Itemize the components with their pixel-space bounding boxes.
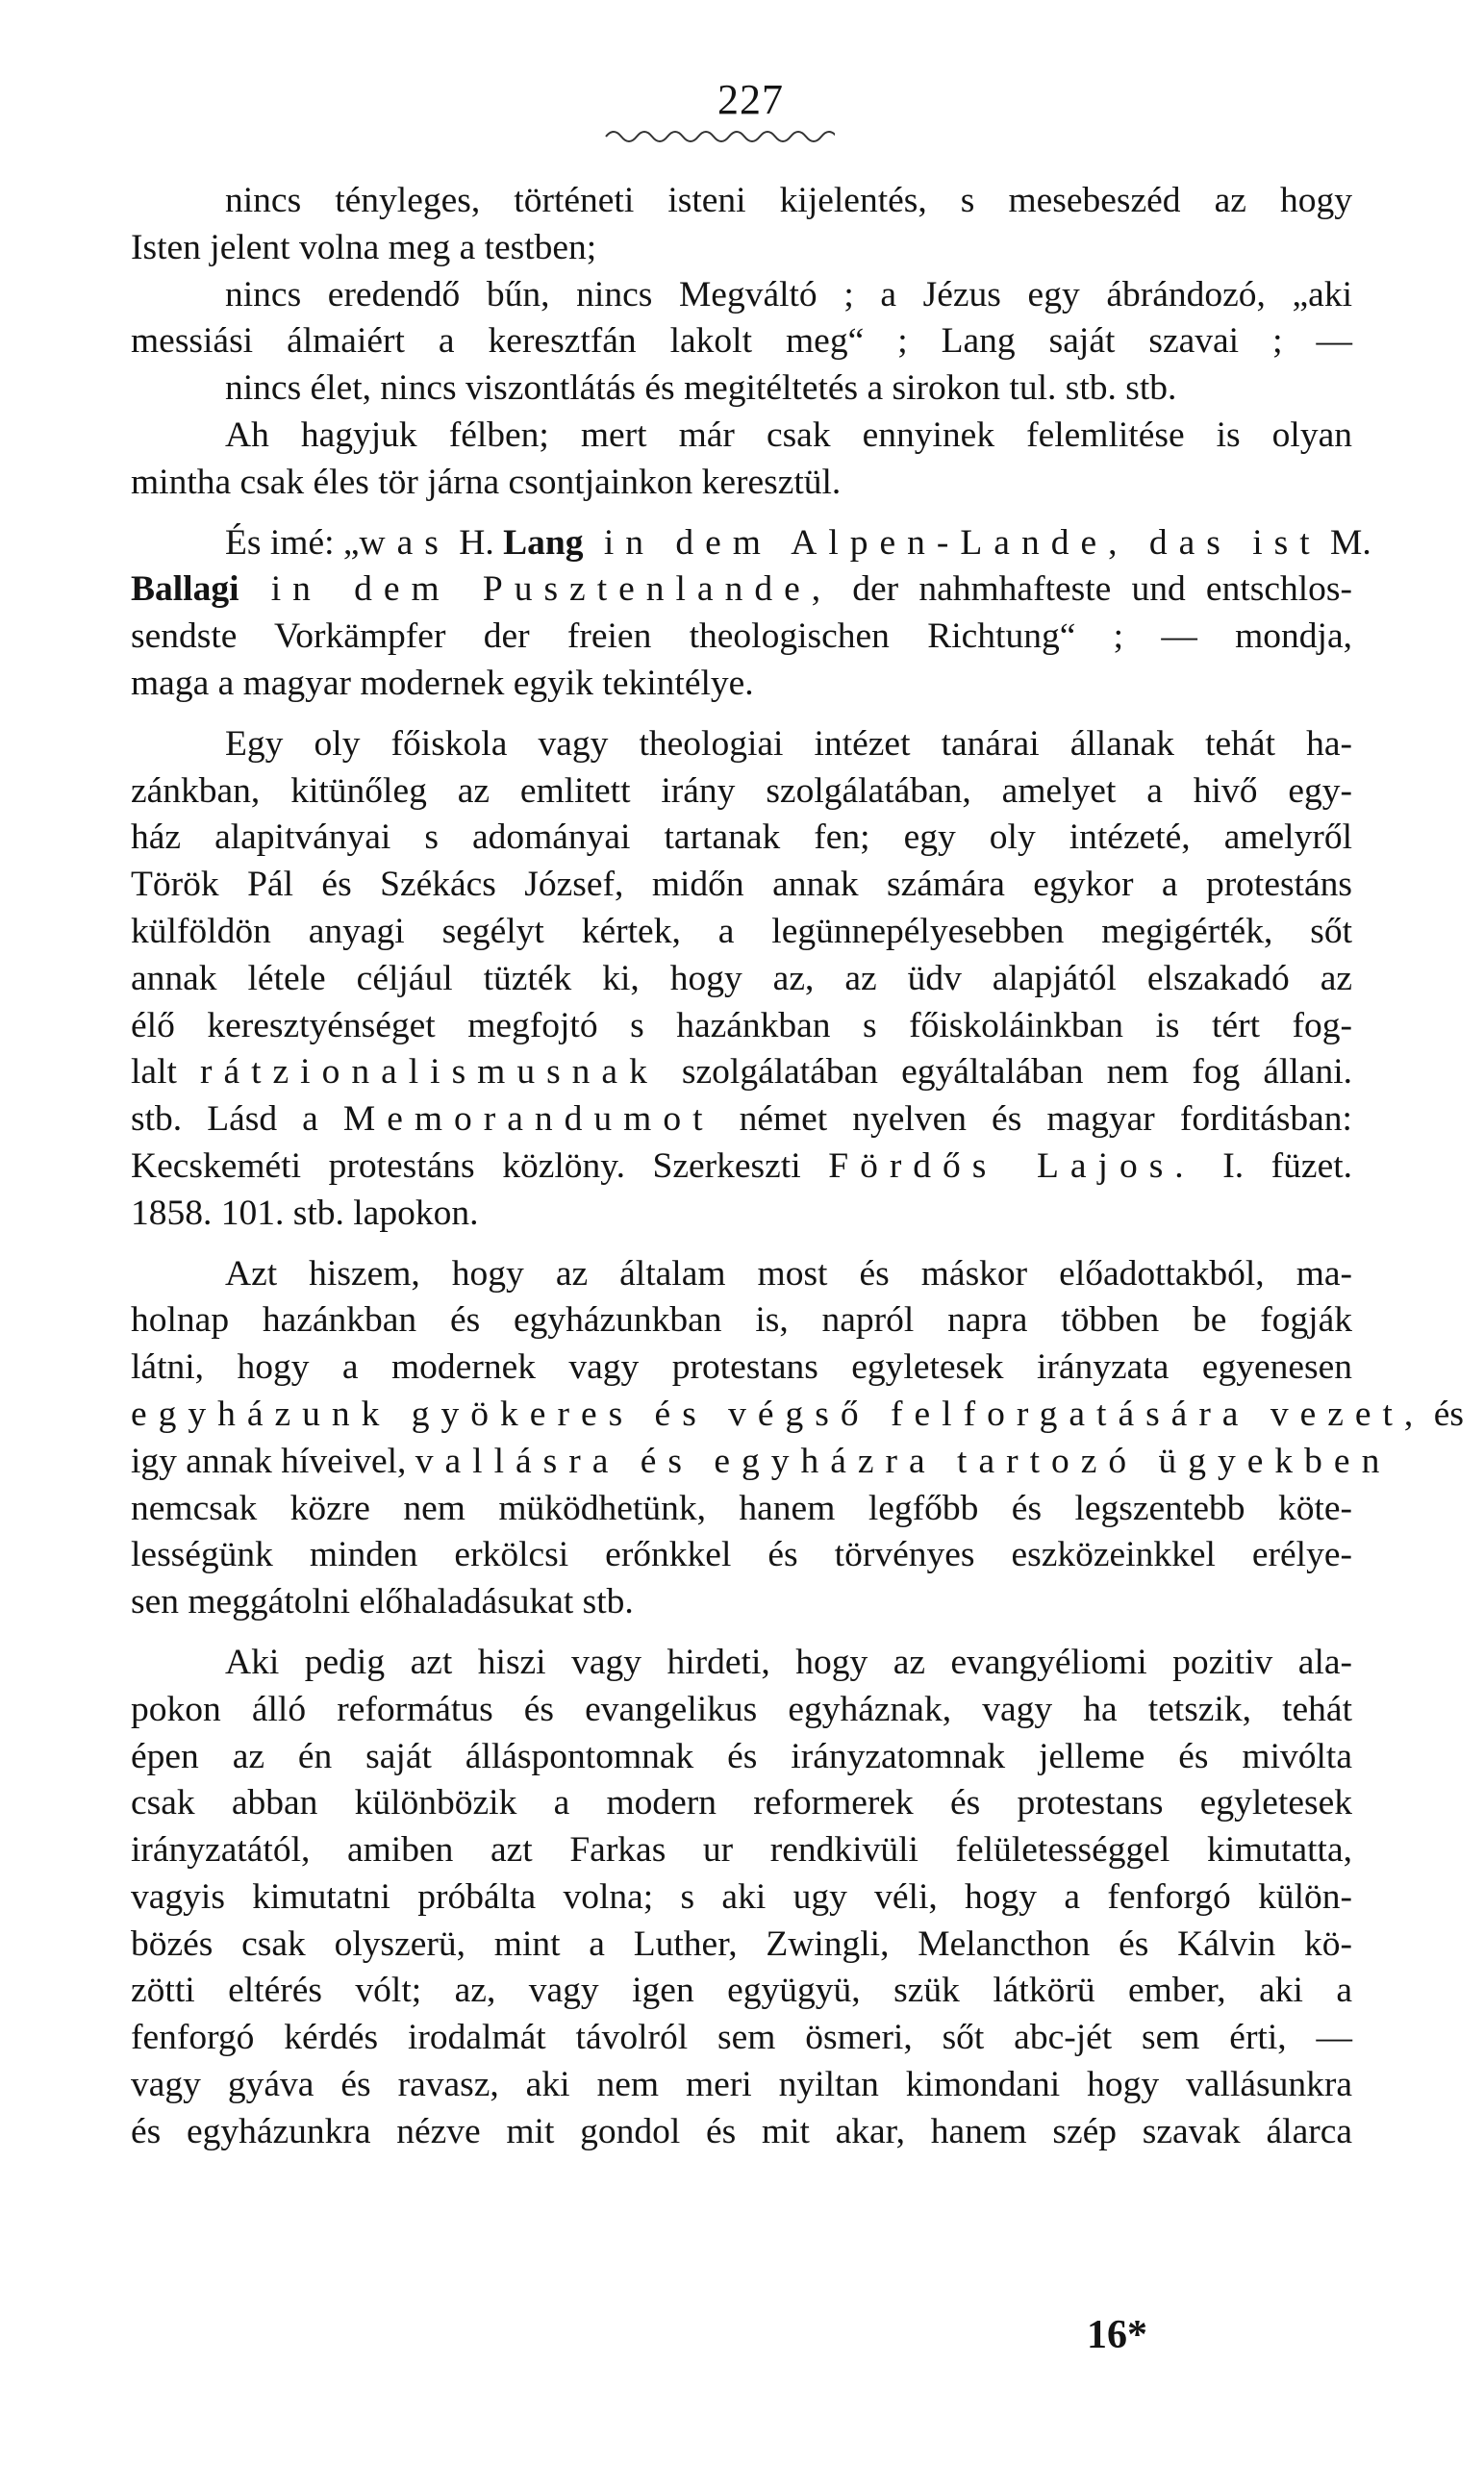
text-line bbox=[131, 661, 1352, 708]
text-span: stb. Lásd a bbox=[131, 1099, 343, 1140]
text-span: vagyis kimutatni próbálta volna; s aki ugy véli, hogy a fenforgó külön- bbox=[131, 1876, 1352, 1917]
text-line bbox=[131, 1486, 1352, 1533]
text-span: in dem Alpen-Lande, das ist bbox=[583, 522, 1321, 563]
text-span: Memorandumot bbox=[342, 1099, 715, 1140]
signature-mark: 16* bbox=[1087, 2313, 1147, 2357]
text-line bbox=[131, 225, 1352, 272]
text-span: épen az én saját álláspontomnak és irányzatomnak jelleme és mivólta bbox=[131, 1736, 1352, 1776]
text-line bbox=[131, 956, 1352, 1003]
text-line bbox=[131, 1532, 1352, 1579]
text-span: rátzionalismusnak bbox=[199, 1052, 659, 1093]
text-line bbox=[131, 520, 1371, 567]
text-span: látni, hogy a modernek vagy protestans egyletesek irányzata egyenesen bbox=[131, 1347, 1352, 1388]
text-line bbox=[131, 1968, 1352, 2015]
text-span: irányzatától, amiben azt Farkas ur rendkivüli felületességgel kimutatta, bbox=[131, 1830, 1352, 1871]
paragraph bbox=[131, 413, 1352, 507]
text-line bbox=[131, 1297, 1352, 1345]
paragraph bbox=[131, 272, 1352, 366]
text-span: Azt hiszem, hogy az általam most és máskor előadottakból, ma- bbox=[225, 1253, 1352, 1294]
text-line bbox=[131, 365, 1352, 413]
text-span: szolgálatában egyáltalában nem fog állani. bbox=[658, 1052, 1352, 1093]
text-span: csak abban különbözik a modern reformerek és protestans egyletesek bbox=[131, 1783, 1352, 1823]
text-line bbox=[131, 1780, 1352, 1827]
text-line bbox=[131, 1144, 1352, 1191]
text-span: zánkban, kitünőleg az emlitett irány szolgálatában, amelyet a hivő egy- bbox=[131, 770, 1352, 811]
text-span: holnap hazánkban és egyházunkban is, napról napra többen be fogják bbox=[131, 1300, 1352, 1341]
text-span: egyházunk gyökeres és végső felforgatására vezet, bbox=[131, 1394, 1425, 1434]
text-span: Aki pedig azt hiszi vagy hirdeti, hogy az evangyéliomi pozitiv ala- bbox=[225, 1642, 1352, 1682]
text-line bbox=[131, 1191, 1352, 1238]
text-line bbox=[131, 460, 1352, 507]
text-line bbox=[131, 614, 1352, 661]
text-span: M. bbox=[1321, 522, 1371, 563]
header-ornament bbox=[604, 123, 835, 144]
text-span: sendste Vorkämpfer der freien theologischen Richtung“ ; — mondja, bbox=[131, 616, 1352, 657]
text-span: igy annak híveivel, bbox=[131, 1441, 415, 1481]
text-span: nincs eredendő bűn, nincs Megváltó ; a Jézus egy ábrándozó, „aki bbox=[225, 274, 1352, 314]
text-line bbox=[131, 1392, 1464, 1439]
text-span: bözés csak olyszerü, mint a Luther, Zwingli, Melancthon és Kálvin kö- bbox=[131, 1923, 1352, 1964]
text-line bbox=[131, 1003, 1352, 1050]
text-span: messiási álmaiért a keresztfán lakolt meg“ ; Lang saját szavai ; — bbox=[131, 321, 1352, 362]
text-span: Isten jelent volna meg a testben; bbox=[131, 227, 597, 267]
text-line bbox=[131, 1579, 1352, 1626]
text-line bbox=[131, 1251, 1352, 1298]
text-span: vallásra és egyházra tartozó ügyekben bbox=[415, 1441, 1392, 1481]
text-span: ház alapitványai s adományai tartanak fen; egy oly intézeté, amelyről bbox=[131, 817, 1352, 858]
text-span: Lang bbox=[503, 522, 584, 563]
text-line bbox=[131, 1049, 1352, 1096]
text-span: maga a magyar modernek egyik tekintélye. bbox=[131, 663, 754, 703]
text-span: német nyelven és magyar forditásban: bbox=[714, 1099, 1352, 1140]
text-line bbox=[131, 1439, 1392, 1486]
text-span: és bbox=[1424, 1394, 1464, 1434]
text-span: És imé: „ bbox=[225, 522, 360, 563]
text-span: in dem Pusztenlande, bbox=[239, 569, 833, 610]
text-span: külföldön anyagi segélyt kértek, a legünnepélyesebben megigérték, sőt bbox=[131, 911, 1352, 951]
paragraph bbox=[131, 365, 1352, 413]
text-line bbox=[131, 1687, 1352, 1734]
text-span: I. füzet. bbox=[1195, 1145, 1353, 1186]
text-line bbox=[131, 1827, 1352, 1874]
text-span: Egy oly főiskola vagy theologiai intézet tanárai állanak tehát ha- bbox=[225, 723, 1352, 764]
text-line bbox=[131, 1640, 1352, 1687]
text-line bbox=[131, 178, 1352, 225]
text-line bbox=[131, 862, 1352, 909]
paragraph bbox=[131, 721, 1352, 1238]
paragraph bbox=[131, 178, 1352, 272]
text-line bbox=[131, 272, 1352, 319]
text-line bbox=[131, 2109, 1352, 2156]
text-line bbox=[131, 1874, 1352, 1922]
paragraph bbox=[131, 520, 1371, 708]
text-span: annak létele céljául tüzték ki, hogy az, az üdv alapjától elszakadó az bbox=[131, 958, 1352, 998]
text-span: lalt bbox=[131, 1052, 200, 1093]
text-span: sen meggátolni előhaladásukat stb. bbox=[131, 1582, 634, 1622]
text-line bbox=[131, 768, 1352, 816]
text-line bbox=[131, 1345, 1352, 1392]
text-span: lességünk minden erkölcsi erőnkkel és törvényes eszközeinkkel erélye- bbox=[131, 1535, 1352, 1575]
text-line bbox=[131, 815, 1352, 862]
text-span: vagy gyáva és ravasz, aki nem meri nyiltan kimondani hogy vallásunkra bbox=[131, 2065, 1352, 2105]
text-span: Ah hagyjuk félben; mert már csak ennyinek felemlitése is olyan bbox=[225, 415, 1352, 455]
text-span: nincs élet, nincs viszontlátás és megitéltetés a sirokon tul. stb. stb. bbox=[225, 368, 1177, 409]
text-span: pokon álló református és evangelikus egyháznak, vagy ha tetszik, tehát bbox=[131, 1689, 1352, 1729]
text-span: Ballagi bbox=[131, 569, 239, 610]
body-text bbox=[131, 178, 1464, 2156]
text-span: 1858. 101. stb. lapokon. bbox=[131, 1193, 479, 1233]
text-line bbox=[131, 1734, 1352, 1781]
text-span: élő keresztyénséget megfojtó s hazánkban s főiskoláinkban is tért fog- bbox=[131, 1005, 1352, 1045]
text-span: Fördős Lajos. bbox=[828, 1145, 1195, 1186]
text-span: nincs tényleges, történeti isteni kijelentés, s mesebeszéd az hogy bbox=[225, 181, 1352, 220]
text-line bbox=[131, 1922, 1352, 1969]
text-span: Török Pál és Székács József, midőn annak számára egykor a protestáns bbox=[131, 865, 1352, 905]
text-span: Kecskeméti protestáns közlöny. Szerkeszti bbox=[131, 1145, 829, 1186]
text-span: és egyházunkra nézve mit gondol és mit akar, hanem szép szavak álarca bbox=[131, 2111, 1352, 2151]
page-number: 227 bbox=[717, 76, 784, 123]
text-span: was bbox=[359, 522, 450, 563]
text-line bbox=[131, 909, 1352, 956]
text-line bbox=[131, 413, 1352, 460]
text-span: nemcsak közre nem müködhetünk, hanem legfőbb és legszentebb köte- bbox=[131, 1488, 1352, 1528]
text-line bbox=[131, 1096, 1352, 1144]
text-span: H. bbox=[449, 522, 504, 563]
text-span: zötti eltérés vólt; az, vagy igen együgyü, szük látkörü ember, aki a bbox=[131, 1971, 1352, 2011]
text-span: der nahmhafteste und entschlos- bbox=[832, 569, 1352, 610]
text-line bbox=[131, 721, 1352, 768]
paragraph bbox=[131, 1640, 1352, 2156]
text-span: mintha csak éles tör járna csontjainkon keresztül. bbox=[131, 462, 842, 502]
paragraph bbox=[131, 1251, 1464, 1626]
text-line bbox=[131, 2015, 1352, 2062]
text-line bbox=[131, 2062, 1352, 2109]
text-line bbox=[131, 318, 1352, 365]
text-span: fenforgó kérdés irodalmát távolról sem ösmeri, sőt abc-jét sem érti, — bbox=[131, 2018, 1352, 2058]
text-line bbox=[131, 566, 1352, 614]
